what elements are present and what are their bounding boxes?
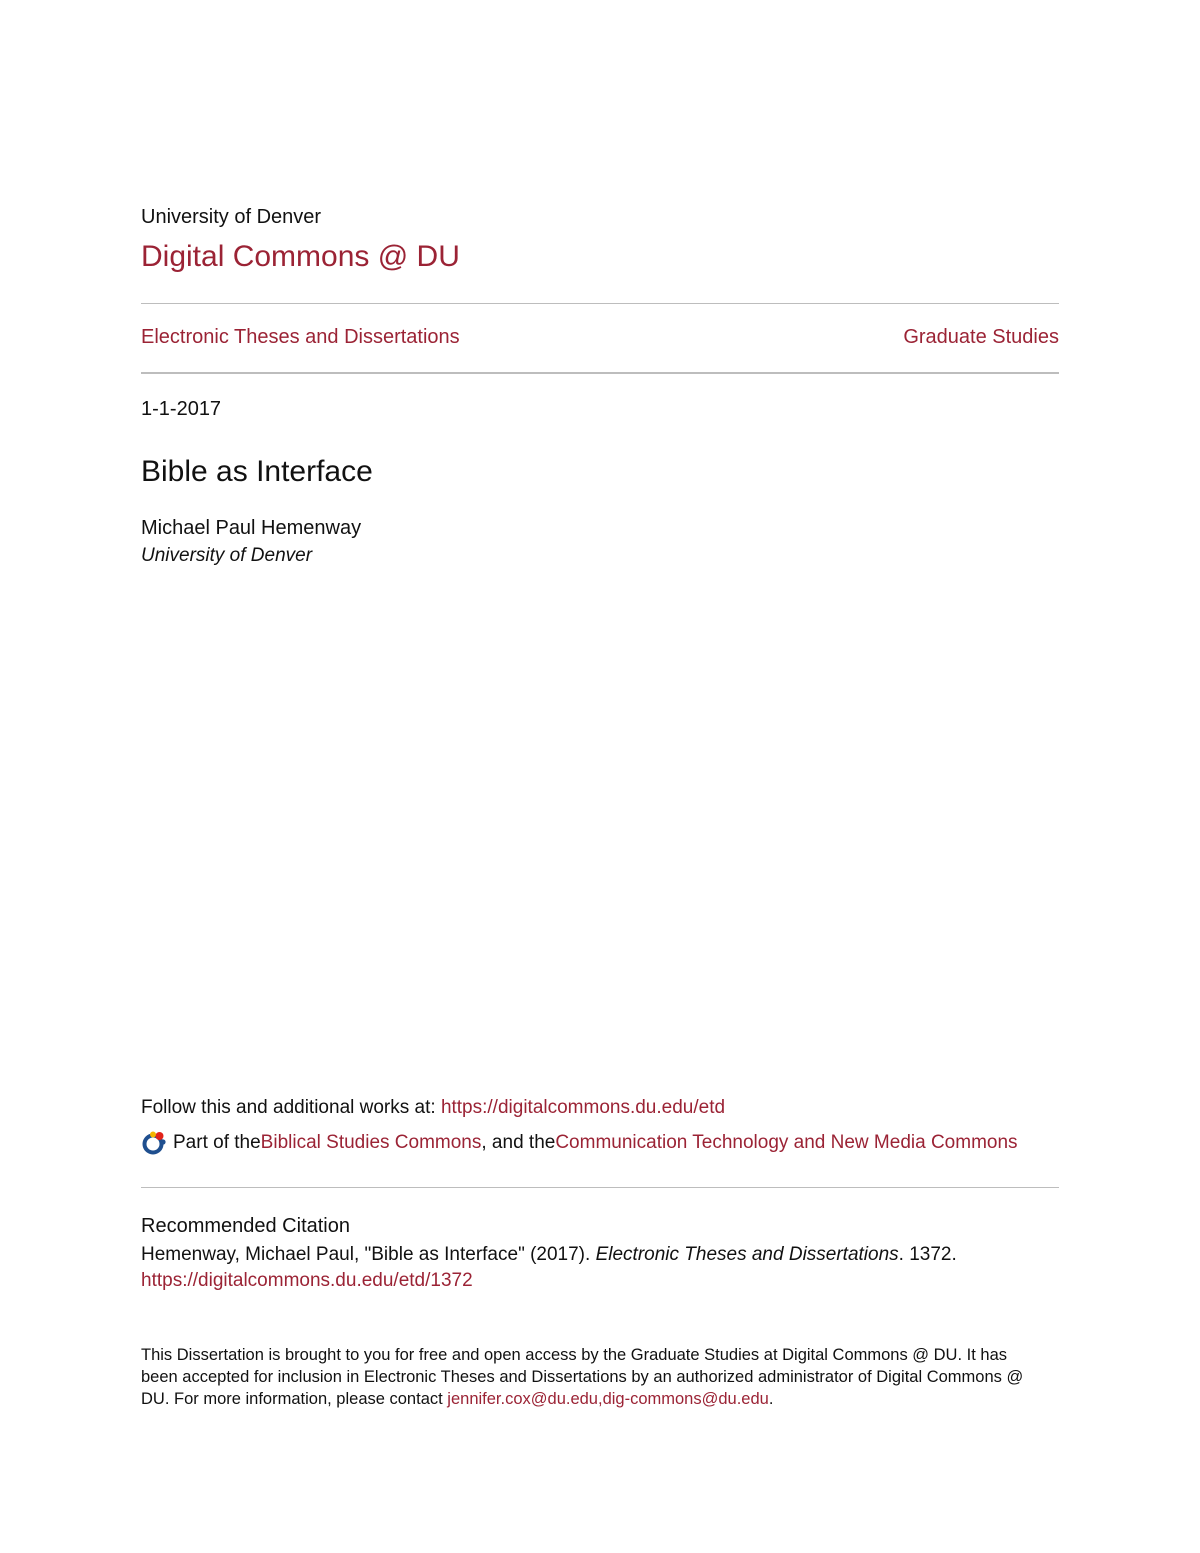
document-title: Bible as Interface: [141, 455, 373, 488]
access-notice-text: This Dissertation is brought to you for free and open access by the Graduate Studies at Digital Commons @ DU. It has been accepted for inclusion in Electronic Theses and Dissertations by an authorized administrator of Digital Commons @ DU. For more information, please contact: [141, 1346, 1024, 1408]
network-commons-icon: [141, 1130, 167, 1156]
header-divider: [141, 303, 1059, 304]
author-affiliation: University of Denver: [141, 545, 313, 566]
footer-divider: [141, 1187, 1059, 1188]
collection-link[interactable]: Electronic Theses and Dissertations: [141, 326, 460, 348]
biblical-studies-commons-link[interactable]: Biblical Studies Commons: [260, 1132, 482, 1153]
follow-line: [141, 1097, 725, 1119]
citation-heading: Recommended Citation: [141, 1215, 350, 1237]
part-of-prefix: Part of the: [173, 1132, 261, 1153]
part-of-line: [141, 1130, 1018, 1156]
citation-series: Electronic Theses and Dissertations: [595, 1244, 899, 1265]
access-notice-end: .: [768, 1390, 774, 1408]
access-notice: [141, 1344, 1041, 1410]
citation-text-before: Hemenway, Michael Paul, "Bible as Interface" (2017).: [141, 1244, 596, 1265]
citation-url-link[interactable]: https://digitalcommons.du.edu/etd/1372: [141, 1270, 473, 1291]
institution-name: University of Denver: [141, 206, 322, 228]
part-of-middle: , and the: [481, 1132, 556, 1153]
communication-technology-commons-link[interactable]: Communication Technology and New Media Commons: [555, 1132, 1018, 1153]
citation-text: [141, 1244, 957, 1266]
author-name: Michael Paul Hemenway: [141, 517, 362, 539]
citation-text-after: . 1372.: [898, 1244, 957, 1265]
contact-email-link[interactable]: jennifer.cox@du.edu,dig-commons@du.edu: [447, 1390, 769, 1408]
repository-title-link[interactable]: Digital Commons @ DU: [141, 240, 460, 273]
publication-date: 1-1-2017: [141, 398, 222, 420]
breadcrumb-divider: [141, 372, 1059, 374]
follow-prefix: Follow this and additional works at:: [141, 1097, 441, 1118]
follow-url-link[interactable]: https://digitalcommons.du.edu/etd: [440, 1097, 726, 1118]
department-link[interactable]: Graduate Studies: [903, 326, 1059, 348]
cover-page: [141, 0, 1059, 1553]
